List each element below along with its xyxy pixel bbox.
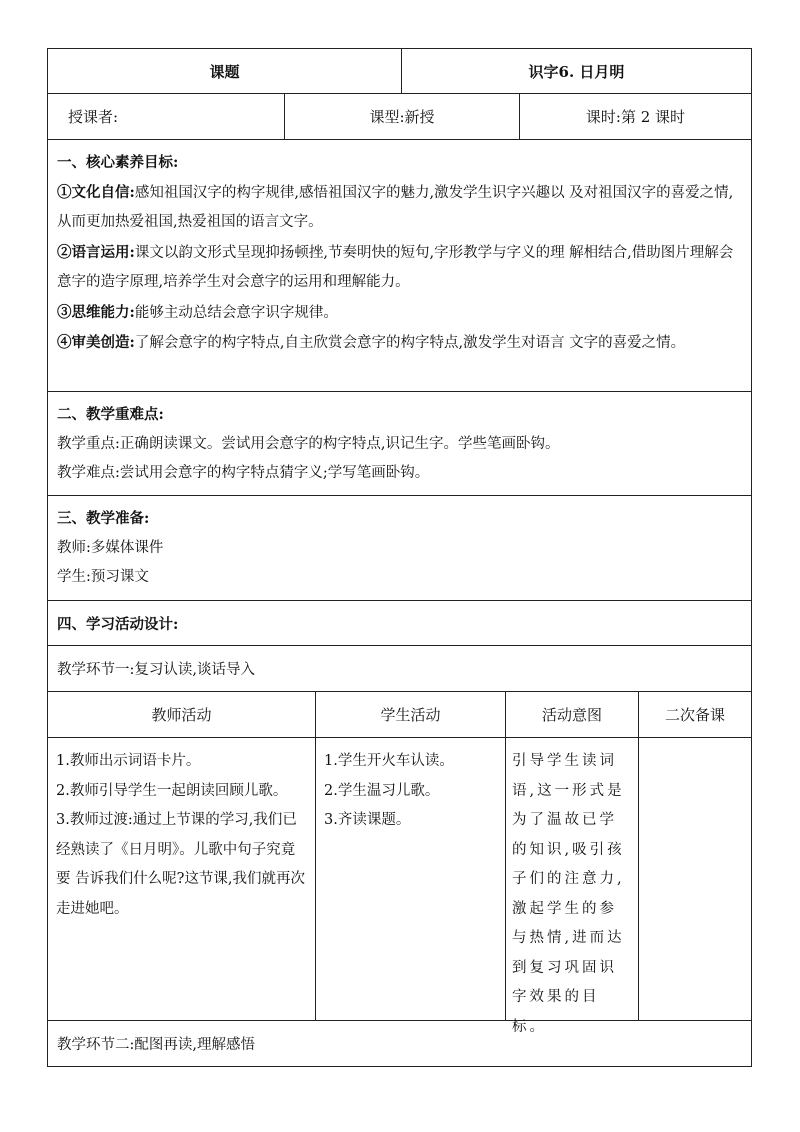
column-header-teacher: 教师活动: [151, 706, 212, 724]
topic-value: 识字6. 日月明: [401, 49, 751, 93]
goal-item: [57, 238, 742, 298]
column-header-intent: 活动意图: [505, 692, 638, 737]
teacher-label: 授课者:: [68, 108, 119, 126]
preparation-student: 学生:预习课文: [57, 569, 149, 585]
teacher-activity-item: 1.教师出示词语卡片。: [56, 753, 201, 769]
key-points-heading: 二、教学重难点:: [57, 406, 164, 423]
intent-cell: [505, 738, 638, 1035]
activities-heading: 四、学习活动设计:: [57, 615, 179, 633]
section-two-title: 教学环节二:配图再读,理解感悟: [57, 1037, 255, 1053]
goal-item: [57, 328, 742, 359]
goals-section: [47, 140, 752, 392]
goal-item: [57, 178, 742, 238]
goal-text: 能够主动总结会意字识字规律。: [134, 304, 338, 321]
goal-label: ①文化自信:: [57, 183, 135, 201]
activities-heading-row: [47, 601, 752, 646]
teacher-activity-item: 2.教师引导学生一起朗读回顾儿歌。: [56, 782, 288, 799]
student-activity-item: 1.学生开火车认读。: [324, 753, 454, 769]
lesson-period: 课时:第 2 课时: [519, 94, 751, 139]
goal-text: 课文以韵文形式呈现抑扬顿挫,节奏明快的短句,字形教学与字义的理 解相结合,借助图片理解会意字的造字原理,培养学生对会意字的运用和理解能力。: [57, 244, 734, 290]
topic-row: [47, 48, 752, 94]
topic-label: 课题: [209, 62, 240, 81]
goal-label: ③思维能力:: [57, 303, 135, 321]
section-two-row: [47, 1021, 752, 1067]
goal-label: ②语言运用:: [57, 243, 135, 261]
goal-label: ④审美创造:: [57, 334, 135, 351]
student-activity-item: 2.学生温习儿歌。: [324, 782, 440, 799]
preparation-heading: 三、教学准备:: [57, 510, 150, 527]
teacher-activity-cell: [48, 738, 315, 1020]
key-focus: 教学重点:正确朗读课文。尝试用会意字的构字特点,识记生字。学些笔画卧钩。: [57, 435, 560, 452]
key-difficulty: 教学难点:尝试用会意字的构字特点猜字义;学写笔画卧钩。: [57, 465, 430, 481]
column-header-second-prep: 二次备课: [638, 692, 751, 737]
preparation-teacher: 教师:多媒体课件: [57, 539, 164, 556]
section-one-title: 教学环节一:复习认读,谈话导入: [57, 662, 255, 678]
intent-text: 引导学生读词语,这一形式是为了温故已学的知识,吸引孩子们的注意力,激起学生的参与热情,进而达到复习巩固识字效果的目标。: [512, 753, 625, 1035]
student-activity-item: 3.齐读课题。: [324, 812, 411, 828]
preparation-section: [47, 496, 752, 601]
lesson-plan-table: [47, 48, 752, 1067]
lesson-type: 课型:新授: [284, 94, 519, 139]
info-row: [47, 94, 752, 140]
activity-content-row: [47, 738, 752, 1035]
activity-header-row: [47, 692, 752, 738]
goal-text: 感知祖国汉字的构字规律,感悟祖国汉字的魅力,激发学生识字兴趣以 及对祖国汉字的喜爱之情,从而更加热爱祖国,热爱祖国的语言文字。: [57, 184, 734, 230]
student-activity-cell: [315, 738, 505, 1020]
goal-text: 了解会意字的构字特点,自主欣赏会意字的构字特点,激发学生对语言 文字的喜爱之情。: [134, 335, 686, 351]
goals-heading: 一、核心素养目标:: [57, 154, 179, 171]
teacher-activity-item: 3.教师过渡:通过上节课的学习,我们已经熟读了《日月明》。儿歌中句子究竟要 告诉我们什么呢?这节课,我们就再次走进她吧。: [56, 812, 305, 917]
goal-item: [57, 298, 742, 329]
column-header-student: 学生活动: [315, 692, 505, 737]
section-one-row: [47, 646, 752, 692]
key-points-section: [47, 392, 752, 496]
second-prep-cell: [638, 738, 751, 1020]
